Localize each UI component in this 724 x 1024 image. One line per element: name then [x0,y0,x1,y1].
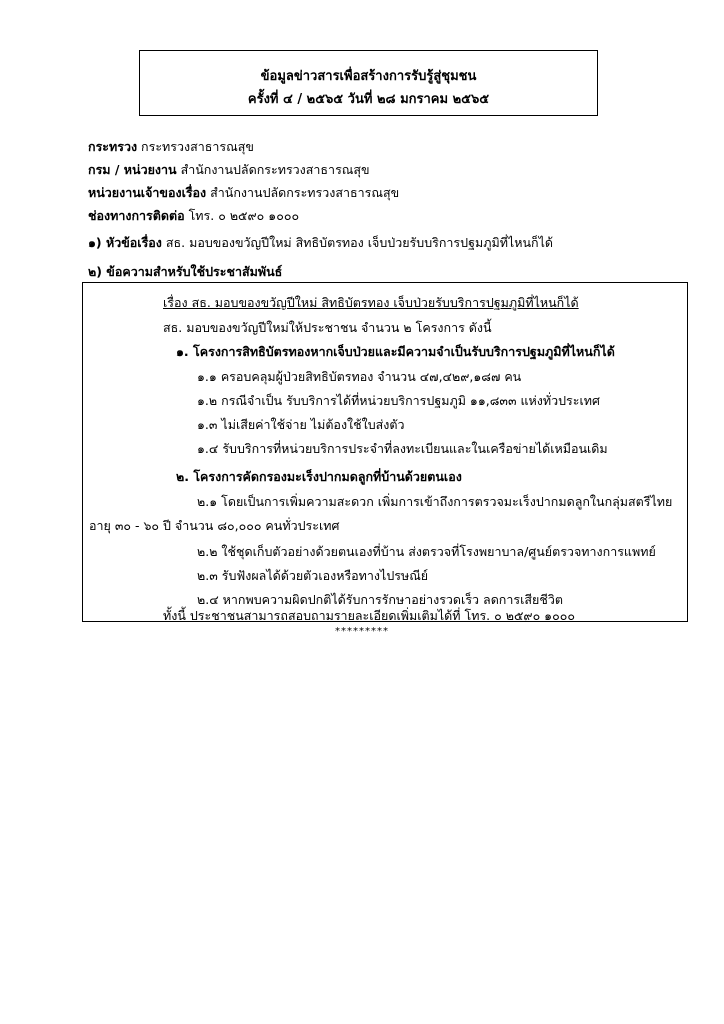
ministry-row [88,137,254,157]
project2-title: ๒. โครงการคัดกรองมะเร็งปากมดลูกที่บ้านด้วยตนเอง [176,469,462,484]
owner-value: สำนักงานปลัดกระทรวงสาธารณสุข [206,185,400,200]
project2-item-2: ๒.๒ ใช้ชุดเก็บตัวอย่างด้วยตนเองที่บ้าน ส่งตรวจที่โรงพยาบาล/ศูนย์ตรวจทางการแพทย์ [197,544,656,559]
project1-item-2: ๑.๒ กรณีจำเป็น รับบริการได้ที่หน่วยบริการปฐมภูมิ ๑๑,๘๓๓ แห่งทั่วประเทศ [197,393,600,408]
section1-row [88,233,553,253]
owner-label: หน่วยงานเจ้าของเรื่อง [88,185,207,200]
owner-row [88,183,399,203]
project2-item-1b: อายุ ๓๐ - ๖๐ ปี จำนวน ๘๐,๐๐๐ คนทั่วประเทศ [89,518,340,533]
intro-line: สธ. มอบของขวัญปีใหม่ให้ประชาชน จำนวน ๒ โครงการ ดังนี้ [163,320,492,335]
section1-label: ๑) หัวข้อเรื่อง [88,235,162,250]
section1-value: สธ. มอบของขวัญปีใหม่ สิทธิบัตรทอง เจ็บป่วยรับบริการปฐมภูมิที่ไหนก็ได้ [161,235,553,250]
project1-item-4: ๑.๔ รับบริการที่หน่วยบริการประจำที่ลงทะเบียนและในเครือข่ายได้เหมือนเดิม [197,441,608,456]
contact-row [88,206,299,226]
header-box [139,50,598,116]
project2-item-1a: ๒.๑ โดยเป็นการเพิ่มความสะดวก เพิ่มการเข้าถึงการตรวจมะเร็งปากมดลูกในกลุ่มสตรีไทย [197,494,673,509]
header-issue-date: ครั้งที่ ๔ / ๒๕๖๕ วันที่ ๒๘ มกราคม ๒๕๖๕ [247,92,490,107]
subject-line: เรื่อง สธ. มอบของขวัญปีใหม่ สิทธิบัตรทอง เจ็บป่วยรับบริการปฐมภูมิที่ไหนก็ได้ [163,295,579,310]
department-label: กรม / หน่วยงาน [88,162,177,177]
footer-stars: ********* [335,626,389,637]
department-row [88,160,370,180]
project2-item-4: ๒.๔ หากพบความผิดปกติได้รับการรักษาอย่างรวดเร็ว ลดการเสียชีวิต [197,592,563,607]
project2-item-3: ๒.๓ รับฟังผลได้ด้วยตัวเองหรือทางไปรษณีย์ [197,568,429,583]
closing-line: ทั้งนี้ ประชาชนสามารถสอบถามรายละเอียดเพิ่มเติมได้ที่ โทร. ๐ ๒๕๙๐ ๑๐๐๐ [163,608,575,623]
header-title: ข้อมูลข่าวสารเพื่อสร้างการรับรู้สู่ชุมชน [260,69,477,84]
ministry-label: กระทรวง [88,139,138,154]
contact-value: โทร. ๐ ๒๕๙๐ ๑๐๐๐ [184,208,300,223]
content-box [82,282,688,622]
ministry-value: กระทรวงสาธารณสุข [137,139,254,154]
department-value: สำนักงานปลัดกระทรวงสาธารณสุข [176,162,370,177]
project1-title: ๑. โครงการสิทธิบัตรทองหากเจ็บป่วยและมีความจำเป็นรับบริการปฐมภูมิที่ไหนก็ได้ [176,344,615,359]
project1-item-3: ๑.๓ ไม่เสียค่าใช้จ่าย ไม่ต้องใช้ใบส่งตัว [197,417,405,432]
contact-label: ช่องทางการติดต่อ [88,208,185,223]
project1-item-1: ๑.๑ ครอบคลุมผู้ป่วยสิทธิบัตรทอง จำนวน ๔๗,๔๒๙,๑๘๗ คน [197,369,522,384]
section2-label: ๒) ข้อความสำหรับใช้ประชาสัมพันธ์ [88,264,283,279]
